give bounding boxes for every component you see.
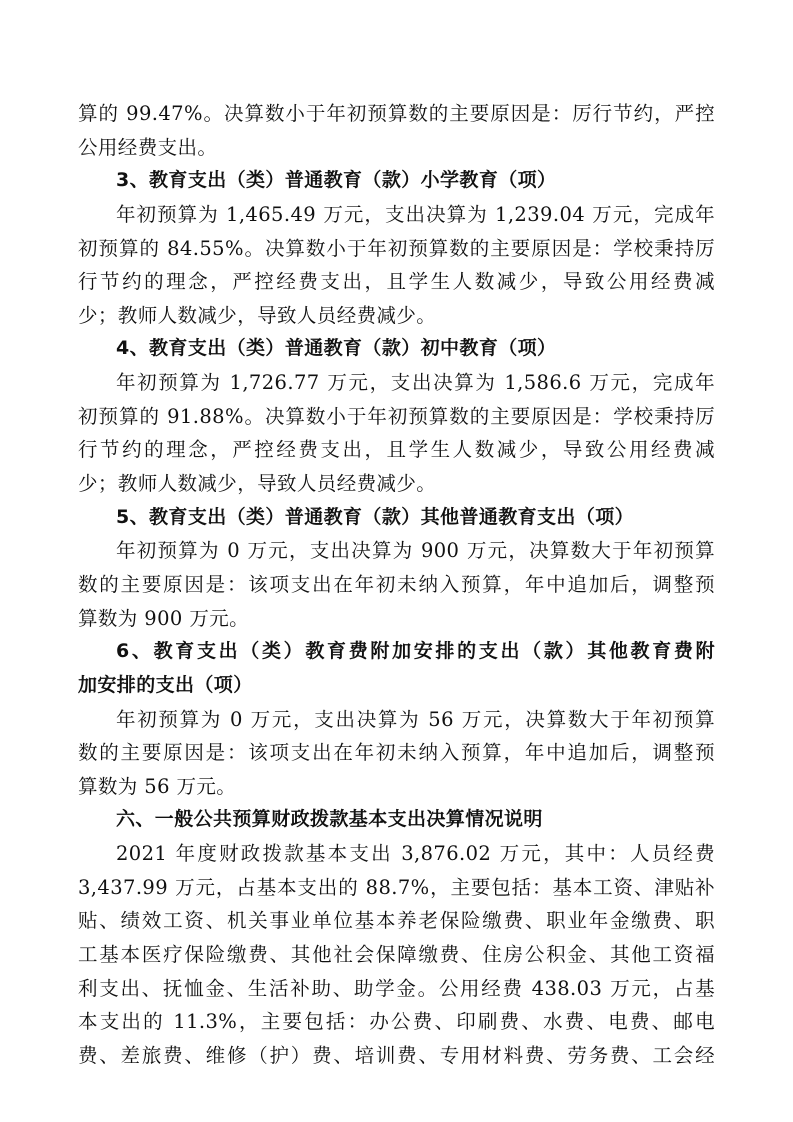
paragraph-line: 数的主要原因是：该项支出在年初未纳入预算，年中追加后，调整预 (78, 573, 715, 596)
paragraph-line: 算的 99.47%。决算数小于年初预算数的主要原因是：厉行节约，严控 (78, 102, 715, 125)
section-heading: 6、教育支出（类）教育费附加安排的支出（款）其他教育费附 (116, 640, 715, 662)
paragraph-line: 公用经费支出。 (78, 136, 218, 159)
paragraph-line: 初预算的 91.88%。决算数小于年初预算数的主要原因是：学校秉持厉 (78, 405, 715, 428)
paragraph-line: 数的主要原因是：该项支出在年初未纳入预算，年中追加后，调整预 (78, 741, 715, 764)
paragraph-line: 算数为 900 万元。 (78, 607, 250, 630)
section-heading-continued: 加安排的支出（项） (78, 674, 253, 696)
paragraph-line: 年初预算为 1,726.77 万元，支出决算为 1,586.6 万元，完成年 (116, 371, 715, 394)
paragraph-line: 2021 年度财政拨款基本支出 3,876.02 万元，其中：人员经费 (116, 842, 715, 865)
paragraph-line: 年初预算为 1,465.49 万元，支出决算为 1,239.04 万元，完成年 (116, 203, 715, 226)
paragraph-line: 行节约的理念，严控经费支出，且学生人数减少，导致公用经费减 (78, 270, 715, 293)
section-heading: 5、教育支出（类）普通教育（款）其他普通教育支出（项） (116, 506, 635, 528)
paragraph-line: 3,437.99 万元，占基本支出的 88.7%，主要包括：基本工资、津贴补 (78, 876, 715, 899)
paragraph-line: 年初预算为 0 万元，支出决算为 56 万元，决算数大于年初预算 (116, 708, 715, 731)
chapter-heading: 六、一般公共预算财政拨款基本支出决算情况说明 (116, 808, 543, 830)
paragraph-line: 少；教师人数减少，导致人员经费减少。 (78, 304, 437, 327)
paragraph-line: 年初预算为 0 万元，支出决算为 900 万元，决算数大于年初预算 (116, 539, 715, 562)
paragraph-line: 本支出的 11.3%，主要包括：办公费、印刷费、水费、电费、邮电 (78, 1010, 715, 1033)
section-heading: 4、教育支出（类）普通教育（款）初中教育（项） (116, 337, 557, 359)
paragraph-line: 费、差旅费、维修（护）费、培训费、专用材料费、劳务费、工会经 (78, 1044, 715, 1067)
section-heading: 3、教育支出（类）普通教育（款）小学教育（项） (116, 169, 557, 191)
paragraph-line: 行节约的理念，严控经费支出，且学生人数减少，导致公用经费减 (78, 438, 715, 461)
paragraph-line: 利支出、抚恤金、生活补助、助学金。公用经费 438.03 万元，占基 (78, 977, 715, 1000)
paragraph-line: 少；教师人数减少，导致人员经费减少。 (78, 472, 437, 495)
paragraph-line: 工基本医疗保险缴费、其他社会保障缴费、住房公积金、其他工资福 (78, 943, 715, 966)
paragraph-line: 贴、绩效工资、机关事业单位基本养老保险缴费、职业年金缴费、职 (78, 909, 715, 932)
paragraph-line: 算数为 56 万元。 (78, 775, 237, 798)
paragraph-line: 初预算的 84.55%。决算数小于年初预算数的主要原因是：学校秉持厉 (78, 237, 715, 260)
